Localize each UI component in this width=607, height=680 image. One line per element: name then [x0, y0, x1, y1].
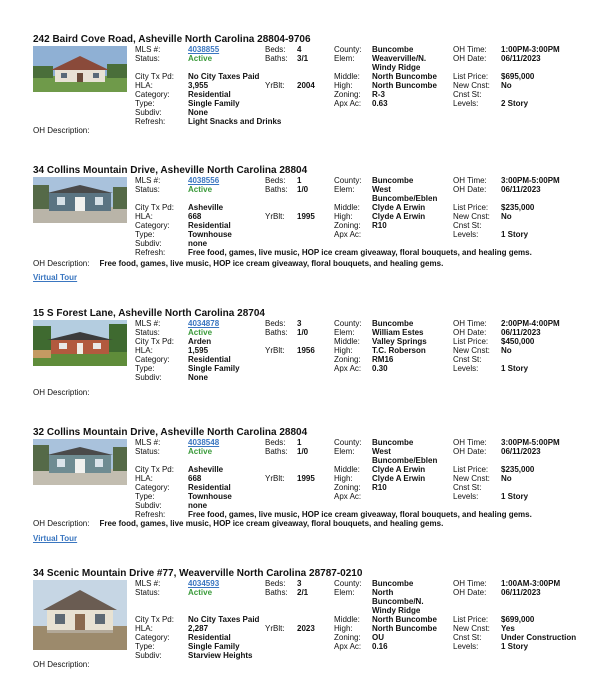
category-label: Category: — [135, 355, 170, 364]
refresh-value: Free food, games, live music, HOP ice cream giveaway, floral bouquets, and healing gems. — [188, 510, 532, 519]
cnst-st-label: Cnst St: — [453, 355, 482, 364]
baths-label: Baths: — [265, 328, 288, 337]
levels-value: 1 Story — [501, 364, 529, 373]
yrblt-value: 1956 — [297, 346, 315, 355]
type-value: Single Family — [188, 99, 240, 108]
category-label: Category: — [135, 221, 170, 230]
oh-date-label: OH Date: — [453, 447, 487, 456]
beds-label: Beds: — [265, 579, 286, 588]
status-value: Active — [188, 328, 213, 337]
cnst-st-value: Under Construction — [501, 633, 577, 642]
listing-photo[interactable] — [33, 320, 127, 366]
county-label: County: — [334, 579, 362, 588]
levels-label: Levels: — [453, 642, 479, 651]
baths-value: 1/0 — [297, 447, 309, 456]
hla-value: 1,595 — [188, 346, 209, 355]
middle-label: Middle: — [334, 465, 360, 474]
oh-time-label: OH Time: — [453, 45, 487, 54]
elem-label: Elem: — [334, 328, 355, 337]
status-label: Status: — [135, 54, 160, 63]
county-value: Buncombe — [372, 438, 414, 447]
list-price-value: $695,000 — [501, 72, 535, 81]
city-tx-value: Arden — [188, 337, 212, 346]
apx-ac-label: Apx Ac: — [334, 492, 362, 501]
oh-date-label: OH Date: — [453, 185, 487, 194]
elem-value: Weaverville/N. Windy Ridge — [372, 54, 427, 72]
listing-address: 15 S Forest Lane, Asheville North Carolina 28704 — [33, 308, 265, 319]
elem-value: West Buncombe/Eblen — [372, 447, 438, 465]
category-label: Category: — [135, 90, 170, 99]
oh-time-value: 3:00PM-5:00PM — [501, 176, 560, 185]
county-label: County: — [334, 319, 362, 328]
new-cnst-label: New Cnst: — [453, 346, 490, 355]
cnst-st-label: Cnst St: — [453, 483, 482, 492]
levels-value: 1 Story — [501, 230, 529, 239]
beds-label: Beds: — [265, 45, 286, 54]
middle-value: Clyde A Erwin — [372, 203, 426, 212]
new-cnst-label: New Cnst: — [453, 474, 490, 483]
oh-time-value: 3:00PM-5:00PM — [501, 438, 560, 447]
status-value: Active — [188, 54, 213, 63]
baths-value: 3/1 — [297, 54, 309, 63]
oh-description-value: Free food, games, live music, HOP ice cream giveaway, floral bouquets, and healing gems. — [99, 259, 444, 268]
hla-label: HLA: — [135, 624, 153, 633]
city-tx-label: City Tx Pd: — [135, 337, 174, 346]
listing — [33, 308, 593, 398]
status-label: Status: — [135, 185, 160, 194]
mls-link[interactable]: 4038548 — [188, 438, 220, 447]
city-tx-value: No City Taxes Paid — [188, 72, 260, 81]
type-label: Type: — [135, 492, 155, 501]
elem-value: North Buncombe/N. Windy Ridge — [372, 588, 424, 615]
mls-link[interactable]: 4038556 — [188, 176, 220, 185]
virtual-tour-link[interactable]: Virtual Tour — [33, 273, 78, 282]
list-price-label: List Price: — [453, 465, 489, 474]
subdiv-label: Subdiv: — [135, 108, 162, 117]
oh-description-label: OH Description: — [33, 660, 90, 669]
city-tx-label: City Tx Pd: — [135, 72, 174, 81]
yrblt-label: YrBlt: — [265, 624, 285, 633]
oh-time-value: 2:00PM-4:00PM — [501, 319, 560, 328]
baths-value: 1/0 — [297, 185, 309, 194]
levels-value: 1 Story — [501, 492, 529, 501]
baths-label: Baths: — [265, 588, 288, 597]
high-label: High: — [334, 346, 353, 355]
elem-label: Elem: — [334, 54, 355, 63]
type-label: Type: — [135, 99, 155, 108]
listing-photo[interactable] — [33, 46, 127, 92]
oh-description-label: OH Description: — [33, 388, 90, 397]
apx-ac-label: Apx Ac: — [334, 642, 362, 651]
mls-link[interactable]: 4034593 — [188, 579, 220, 588]
oh-description — [33, 660, 99, 669]
yrblt-value: 2023 — [297, 624, 315, 633]
cnst-st-label: Cnst St: — [453, 90, 482, 99]
hla-value: 2,287 — [188, 624, 209, 633]
apx-ac-value: 0.30 — [372, 364, 388, 373]
hla-label: HLA: — [135, 474, 153, 483]
new-cnst-value: No — [501, 474, 512, 483]
oh-date-value: 06/11/2023 — [501, 54, 541, 63]
baths-label: Baths: — [265, 54, 288, 63]
oh-date-value: 06/11/2023 — [501, 328, 541, 337]
oh-time-label: OH Time: — [453, 438, 487, 447]
middle-label: Middle: — [334, 203, 360, 212]
oh-time-label: OH Time: — [453, 579, 487, 588]
city-tx-label: City Tx Pd: — [135, 465, 174, 474]
city-tx-value: Asheville — [188, 203, 224, 212]
oh-time-label: OH Time: — [453, 319, 487, 328]
hla-label: HLA: — [135, 81, 153, 90]
county-label: County: — [334, 45, 362, 54]
mls-label: MLS #: — [135, 45, 161, 54]
yrblt-value: 1995 — [297, 212, 315, 221]
type-value: Single Family — [188, 642, 240, 651]
beds-value: 3 — [297, 579, 302, 588]
middle-value: North Buncombe — [372, 615, 437, 624]
beds-value: 1 — [297, 438, 302, 447]
listing-address: 242 Baird Cove Road, Asheville North Carolina 28804-9706 — [33, 34, 311, 45]
category-value: Residential — [188, 633, 231, 642]
oh-date-value: 06/11/2023 — [501, 185, 541, 194]
list-price-label: List Price: — [453, 615, 489, 624]
new-cnst-label: New Cnst: — [453, 212, 490, 221]
beds-label: Beds: — [265, 176, 286, 185]
cnst-st-label: Cnst St: — [453, 221, 482, 230]
status-label: Status: — [135, 588, 160, 597]
oh-date-value: 06/11/2023 — [501, 588, 541, 597]
category-value: Residential — [188, 483, 231, 492]
high-label: High: — [334, 624, 353, 633]
subdiv-value: None — [188, 108, 208, 117]
oh-date-label: OH Date: — [453, 588, 487, 597]
middle-value: Valley Springs — [372, 337, 427, 346]
refresh-value: Free food, games, live music, HOP ice cream giveaway, floral bouquets, and healing gems. — [188, 248, 532, 257]
apx-ac-label: Apx Ac: — [334, 99, 362, 108]
high-value: Clyde A Erwin — [372, 212, 426, 221]
mls-label: MLS #: — [135, 176, 161, 185]
listing — [33, 568, 593, 672]
high-value: North Buncombe — [372, 81, 437, 90]
county-value: Buncombe — [372, 45, 414, 54]
subdiv-value: none — [188, 501, 208, 510]
listing-address: 34 Collins Mountain Drive, Asheville North Carolina 28804 — [33, 165, 308, 176]
refresh-label: Refresh: — [135, 248, 166, 257]
subdiv-label: Subdiv: — [135, 239, 162, 248]
subdiv-value: None — [188, 373, 208, 382]
high-value: Clyde A Erwin — [372, 474, 426, 483]
oh-description — [33, 388, 99, 397]
list-price-value: $450,000 — [501, 337, 535, 346]
mls-link[interactable]: 4034878 — [188, 319, 220, 328]
yrblt-label: YrBlt: — [265, 346, 285, 355]
type-label: Type: — [135, 230, 155, 239]
list-price-value: $235,000 — [501, 465, 535, 474]
type-value: Townhouse — [188, 230, 232, 239]
listing-photo[interactable] — [33, 177, 127, 223]
county-value: Buncombe — [372, 176, 414, 185]
middle-label: Middle: — [334, 615, 360, 624]
cnst-st-label: Cnst St: — [453, 633, 482, 642]
type-value: Townhouse — [188, 492, 232, 501]
listing-photo[interactable] — [33, 580, 127, 650]
list-price-label: List Price: — [453, 337, 489, 346]
levels-label: Levels: — [453, 230, 479, 239]
mls-label: MLS #: — [135, 579, 161, 588]
list-price-value: $235,000 — [501, 203, 535, 212]
subdiv-value: none — [188, 239, 208, 248]
status-value: Active — [188, 588, 213, 597]
elem-label: Elem: — [334, 447, 355, 456]
oh-description-label: OH Description: — [33, 519, 90, 528]
yrblt-label: YrBlt: — [265, 81, 285, 90]
refresh-label: Refresh: — [135, 510, 166, 519]
category-value: Residential — [188, 90, 231, 99]
mls-label: MLS #: — [135, 438, 161, 447]
zoning-label: Zoning: — [334, 221, 361, 230]
oh-time-value: 1:00AM-3:00PM — [501, 579, 561, 588]
list-price-label: List Price: — [453, 203, 489, 212]
city-tx-label: City Tx Pd: — [135, 203, 174, 212]
oh-description — [33, 126, 99, 135]
mls-link[interactable]: 4038855 — [188, 45, 220, 54]
refresh-value: Light Snacks and Drinks — [188, 117, 282, 126]
subdiv-label: Subdiv: — [135, 373, 162, 382]
oh-description — [33, 259, 443, 268]
status-value: Active — [188, 185, 213, 194]
category-value: Residential — [188, 355, 231, 364]
county-value: Buncombe — [372, 319, 414, 328]
listing — [33, 34, 593, 134]
category-label: Category: — [135, 483, 170, 492]
mls-label: MLS #: — [135, 319, 161, 328]
virtual-tour-link[interactable]: Virtual Tour — [33, 534, 78, 543]
levels-value: 2 Story — [501, 99, 529, 108]
baths-label: Baths: — [265, 447, 288, 456]
beds-label: Beds: — [265, 319, 286, 328]
new-cnst-label: New Cnst: — [453, 81, 490, 90]
listing-address: 32 Collins Mountain Drive, Asheville North Carolina 28804 — [33, 427, 308, 438]
listing-photo[interactable] — [33, 439, 127, 485]
levels-label: Levels: — [453, 492, 479, 501]
list-price-label: List Price: — [453, 72, 489, 81]
oh-description-label: OH Description: — [33, 259, 90, 268]
status-label: Status: — [135, 328, 160, 337]
high-label: High: — [334, 81, 353, 90]
yrblt-label: YrBlt: — [265, 212, 285, 221]
oh-date-label: OH Date: — [453, 54, 487, 63]
baths-value: 2/1 — [297, 588, 309, 597]
listing — [33, 427, 593, 547]
elem-label: Elem: — [334, 588, 355, 597]
middle-value: North Buncombe — [372, 72, 437, 81]
high-value: T.C. Roberson — [372, 346, 426, 355]
county-value: Buncombe — [372, 579, 414, 588]
type-label: Type: — [135, 364, 155, 373]
new-cnst-value: Yes — [501, 624, 515, 633]
new-cnst-label: New Cnst: — [453, 624, 490, 633]
hla-label: HLA: — [135, 212, 153, 221]
levels-value: 1 Story — [501, 642, 529, 651]
hla-value: 668 — [188, 474, 202, 483]
subdiv-label: Subdiv: — [135, 501, 162, 510]
type-label: Type: — [135, 642, 155, 651]
zoning-label: Zoning: — [334, 633, 361, 642]
city-tx-label: City Tx Pd: — [135, 615, 174, 624]
zoning-value: R10 — [372, 221, 387, 230]
hla-value: 668 — [188, 212, 202, 221]
zoning-value: OU — [372, 633, 384, 642]
elem-value: West Buncombe/Eblen — [372, 185, 438, 203]
middle-label: Middle: — [334, 72, 360, 81]
high-label: High: — [334, 474, 353, 483]
elem-value: William Estes — [372, 328, 424, 337]
hla-value: 3,955 — [188, 81, 209, 90]
apx-ac-label: Apx Ac: — [334, 230, 362, 239]
status-value: Active — [188, 447, 213, 456]
oh-date-label: OH Date: — [453, 328, 487, 337]
new-cnst-value: No — [501, 212, 512, 221]
new-cnst-value: No — [501, 346, 512, 355]
yrblt-value: 1995 — [297, 474, 315, 483]
oh-time-label: OH Time: — [453, 176, 487, 185]
levels-label: Levels: — [453, 99, 479, 108]
city-tx-value: No City Taxes Paid — [188, 615, 260, 624]
oh-description-label: OH Description: — [33, 126, 90, 135]
category-label: Category: — [135, 633, 170, 642]
refresh-label: Refresh: — [135, 117, 166, 126]
oh-description — [33, 519, 443, 528]
baths-value: 1/0 — [297, 328, 309, 337]
oh-description-value: Free food, games, live music, HOP ice cream giveaway, floral bouquets, and healing gems. — [99, 519, 444, 528]
zoning-label: Zoning: — [334, 355, 361, 364]
type-value: Single Family — [188, 364, 240, 373]
county-label: County: — [334, 176, 362, 185]
oh-date-value: 06/11/2023 — [501, 447, 541, 456]
listing-address: 34 Scenic Mountain Drive #77, Weaverville North Carolina 28787-0210 — [33, 568, 363, 579]
beds-value: 3 — [297, 319, 302, 328]
yrblt-value: 2004 — [297, 81, 315, 90]
apx-ac-label: Apx Ac: — [334, 364, 362, 373]
zoning-value: R10 — [372, 483, 387, 492]
high-label: High: — [334, 212, 353, 221]
zoning-value: R-3 — [372, 90, 385, 99]
apx-ac-value: 0.63 — [372, 99, 388, 108]
apx-ac-value: 0.16 — [372, 642, 388, 651]
elem-label: Elem: — [334, 185, 355, 194]
category-value: Residential — [188, 221, 231, 230]
listing — [33, 165, 593, 285]
yrblt-label: YrBlt: — [265, 474, 285, 483]
baths-label: Baths: — [265, 185, 288, 194]
beds-label: Beds: — [265, 438, 286, 447]
beds-value: 4 — [297, 45, 302, 54]
middle-value: Clyde A Erwin — [372, 465, 426, 474]
county-label: County: — [334, 438, 362, 447]
status-label: Status: — [135, 447, 160, 456]
oh-time-value: 1:00PM-3:00PM — [501, 45, 560, 54]
list-price-value: $699,000 — [501, 615, 535, 624]
new-cnst-value: No — [501, 81, 512, 90]
levels-label: Levels: — [453, 364, 479, 373]
zoning-label: Zoning: — [334, 483, 361, 492]
subdiv-value: Starview Heights — [188, 651, 253, 660]
beds-value: 1 — [297, 176, 302, 185]
hla-label: HLA: — [135, 346, 153, 355]
high-value: North Buncombe — [372, 624, 437, 633]
zoning-label: Zoning: — [334, 90, 361, 99]
subdiv-label: Subdiv: — [135, 651, 162, 660]
city-tx-value: Asheville — [188, 465, 224, 474]
zoning-value: RM16 — [372, 355, 394, 364]
middle-label: Middle: — [334, 337, 360, 346]
